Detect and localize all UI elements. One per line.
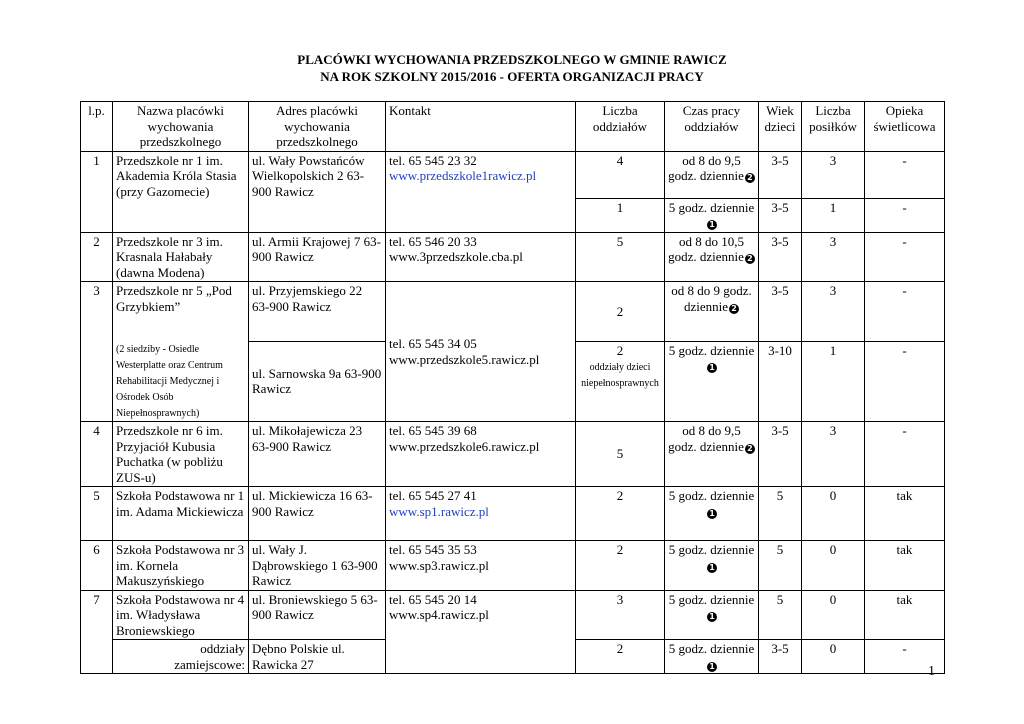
meal-count-badge-icon: 1 — [707, 220, 717, 230]
cell-address: ul. Wały J. Dąbrowskiego 1 63-900 Rawicz — [249, 541, 386, 591]
contact-website[interactable]: www.sp4.rawicz.pl — [389, 607, 489, 622]
hours-text: 5 godz. dziennie — [668, 488, 755, 503]
contact-website-link[interactable]: www.przedszkole1rawicz.pl — [389, 168, 537, 183]
header-contact: Kontakt — [386, 102, 576, 152]
cell-age: 3-5 — [759, 422, 802, 487]
cell-groups: 5 — [576, 422, 665, 487]
cell-contact — [386, 232, 576, 282]
contact-website[interactable]: www.przedszkole5.rawicz.pl — [389, 351, 540, 367]
cell-hours — [665, 198, 759, 232]
cell-groups: 2 — [576, 282, 665, 342]
cell-groups: 2 — [576, 541, 665, 591]
contact-website-link[interactable]: www.sp1.rawicz.pl — [389, 503, 489, 519]
hours-text: 5 godz. dziennie — [668, 342, 755, 358]
hours-text: 5 godz. dziennie — [668, 542, 755, 557]
document-title-line-2: NA ROK SZKOLNY 2015/2016 - OFERTA ORGANIZACJI PRACY — [320, 69, 704, 84]
header-care: Opieka świetlicowa — [865, 102, 945, 152]
header-groups: Liczba oddziałów — [576, 102, 665, 152]
cell-care: tak — [865, 541, 945, 591]
cell-care: - — [865, 422, 945, 487]
cell-address: ul. Mickiewicza 16 63-900 Rawicz — [249, 487, 386, 541]
meal-count-badge-icon: 1 — [707, 612, 717, 622]
contact-phone: tel. 65 545 20 14 — [389, 591, 477, 607]
cell-groups — [576, 341, 665, 421]
header-meals: Liczba posiłków — [802, 102, 865, 152]
table-row — [81, 590, 945, 640]
cell-age: 3-5 — [759, 151, 802, 198]
header-hours: Czas pracy oddziałów — [665, 102, 759, 152]
hours-text: 5 godz. dziennie — [668, 591, 755, 607]
contact-website[interactable]: www.3przedszkole.cba.pl — [389, 249, 523, 264]
cell-hours — [665, 640, 759, 674]
header-age: Wiek dzieci — [759, 102, 802, 152]
cell-hours — [665, 151, 759, 198]
cell-age: 3-5 — [759, 282, 802, 342]
cell-care: tak — [865, 487, 945, 541]
cell-lp: 4 — [81, 422, 113, 487]
cell-address: ul. Mikołajewicza 23 63-900 Rawicz — [249, 422, 386, 487]
cell-hours — [665, 282, 759, 342]
cell-meals: 3 — [802, 282, 865, 342]
meal-count-badge-icon: 1 — [707, 363, 717, 373]
cell-meals: 3 — [802, 232, 865, 282]
preschool-table — [80, 101, 945, 674]
cell-address: ul. Broniewskiego 5 63-900 Rawicz — [249, 590, 386, 640]
header-lp: l.p. — [81, 102, 113, 152]
contact-phone: tel. 65 545 27 41 — [389, 488, 477, 503]
cell-age: 5 — [759, 590, 802, 640]
table-row — [81, 151, 945, 198]
cell-address: ul. Przyjemskiego 22 63-900 Rawicz — [249, 282, 386, 342]
cell-age: 3-10 — [759, 341, 802, 421]
cell-care: - — [865, 341, 945, 421]
cell-meals: 1 — [802, 341, 865, 421]
cell-address: ul. Sarnowska 9a 63-900 Rawicz — [249, 341, 386, 421]
cell-lp: 7 — [81, 590, 113, 674]
cell-name: Przedszkole nr 3 im. Krasnala Hałabały (dawna Modena) — [113, 232, 249, 282]
cell-name: Przedszkole nr 6 im. Przyjaciół Kubusia Puchatka (w pobliżu ZUS-u) — [113, 422, 249, 487]
cell-groups: 2 — [576, 640, 665, 674]
cell-lp: 1 — [81, 151, 113, 232]
cell-hours — [665, 232, 759, 282]
cell-contact — [386, 590, 576, 674]
cell-name — [113, 282, 249, 422]
cell-name-branch: oddziały zamiejscowe: — [113, 640, 249, 674]
cell-care: - — [865, 232, 945, 282]
hours-text: od 8 do 10,5 godz. dziennie — [668, 233, 744, 264]
contact-phone: tel. 65 545 34 05 — [389, 336, 477, 351]
meal-count-badge-icon: 1 — [707, 563, 717, 573]
meal-count-badge-icon: 2 — [745, 444, 755, 454]
cell-contact — [386, 282, 576, 422]
cell-contact — [386, 487, 576, 541]
meal-count-badge-icon: 2 — [729, 304, 739, 314]
groups-note: oddziały dzieci niepełnosprawnych — [581, 362, 659, 390]
cell-address: ul. Wały Powstańców Wielkopolskich 2 63-900 Rawicz — [249, 151, 386, 232]
contact-phone: tel. 65 545 39 68 — [389, 423, 477, 438]
cell-hours — [665, 541, 759, 591]
cell-care: - — [865, 640, 945, 674]
cell-name: Szkoła Podstawowa nr 3 im. Kornela Makuszyńskiego — [113, 541, 249, 591]
cell-lp: 6 — [81, 541, 113, 591]
contact-phone: tel. 65 546 20 33 — [389, 233, 477, 249]
meal-count-badge-icon: 2 — [745, 254, 755, 264]
contact-phone: tel. 65 545 35 53 — [389, 542, 477, 557]
cell-contact — [386, 422, 576, 487]
cell-contact — [386, 151, 576, 232]
cell-groups: 2 — [576, 487, 665, 541]
name-text: Przedszkole nr 5 „Pod Grzybkiem” — [116, 283, 232, 314]
cell-age: 5 — [759, 541, 802, 591]
cell-address: ul. Armii Krajowej 7 63-900 Rawicz — [249, 232, 386, 282]
cell-hours — [665, 341, 759, 421]
cell-name: Przedszkole nr 1 im. Akademia Króla Stasia (przy Gazomecie) — [113, 151, 249, 232]
cell-name: Szkoła Podstawowa nr 1 im. Adama Mickiewicza — [113, 487, 249, 541]
hours-text: od 8 do 9,5 godz. dziennie — [668, 152, 744, 183]
cell-lp: 5 — [81, 487, 113, 541]
cell-hours — [665, 487, 759, 541]
cell-meals: 0 — [802, 541, 865, 591]
cell-meals: 0 — [802, 487, 865, 541]
table-row — [81, 282, 945, 342]
meal-count-badge-icon: 1 — [707, 509, 717, 519]
hours-text: 5 godz. dziennie — [668, 199, 755, 215]
cell-name: Szkoła Podstawowa nr 4 im. Władysława Broniewskiego — [113, 590, 249, 640]
cell-hours — [665, 422, 759, 487]
cell-lp: 2 — [81, 232, 113, 282]
header-row — [81, 102, 945, 152]
contact-website[interactable]: www.przedszkole6.rawicz.pl — [389, 438, 540, 454]
cell-contact — [386, 541, 576, 591]
meal-count-badge-icon: 2 — [745, 173, 755, 183]
document-title-line-1: PLACÓWKI WYCHOWANIA PRZEDSZKOLNEGO W GMINIE RAWICZ — [297, 52, 727, 67]
page-number: 1 — [928, 664, 935, 679]
cell-hours — [665, 590, 759, 640]
header-address: Adres placówki wychowania przedszkolnego — [249, 102, 386, 152]
location-note: (2 siedziby - Osiedle Westerplatte oraz Centrum Rehabilitacji Medycznej i Ośrodek Osób Niepełnosprawnych) — [116, 344, 223, 419]
cell-age: 3-5 — [759, 198, 802, 232]
cell-care: tak — [865, 590, 945, 640]
contact-phone: tel. 65 545 23 32 — [389, 152, 477, 168]
cell-lp: 3 — [81, 282, 113, 422]
cell-care: - — [865, 282, 945, 342]
cell-age: 3-5 — [759, 640, 802, 674]
table-row — [81, 541, 945, 591]
cell-meals: 1 — [802, 198, 865, 232]
cell-groups: 3 — [576, 590, 665, 640]
contact-website[interactable]: www.sp3.rawicz.pl — [389, 557, 489, 573]
cell-meals: 0 — [802, 640, 865, 674]
cell-meals: 3 — [802, 151, 865, 198]
hours-text: 5 godz. dziennie — [668, 641, 755, 656]
hours-text: od 8 do 9,5 godz. dziennie — [668, 423, 744, 454]
cell-care: - — [865, 151, 945, 198]
cell-meals: 3 — [802, 422, 865, 487]
cell-care: - — [865, 198, 945, 232]
table-row — [81, 487, 945, 541]
cell-age: 3-5 — [759, 232, 802, 282]
hours-text: od 8 do 9 godz. dziennie — [671, 283, 752, 314]
table-row — [81, 422, 945, 487]
cell-meals: 0 — [802, 590, 865, 640]
cell-groups: 4 — [576, 151, 665, 198]
cell-groups: 5 — [576, 232, 665, 282]
meal-count-badge-icon: 1 — [707, 662, 717, 672]
cell-age: 5 — [759, 487, 802, 541]
cell-address: Dębno Polskie ul. Rawicka 27 — [249, 640, 386, 674]
header-name: Nazwa placówki wychowania przedszkolnego — [113, 102, 249, 152]
table-row — [81, 232, 945, 282]
groups-count: 2 — [616, 342, 624, 358]
cell-groups: 1 — [576, 198, 665, 232]
